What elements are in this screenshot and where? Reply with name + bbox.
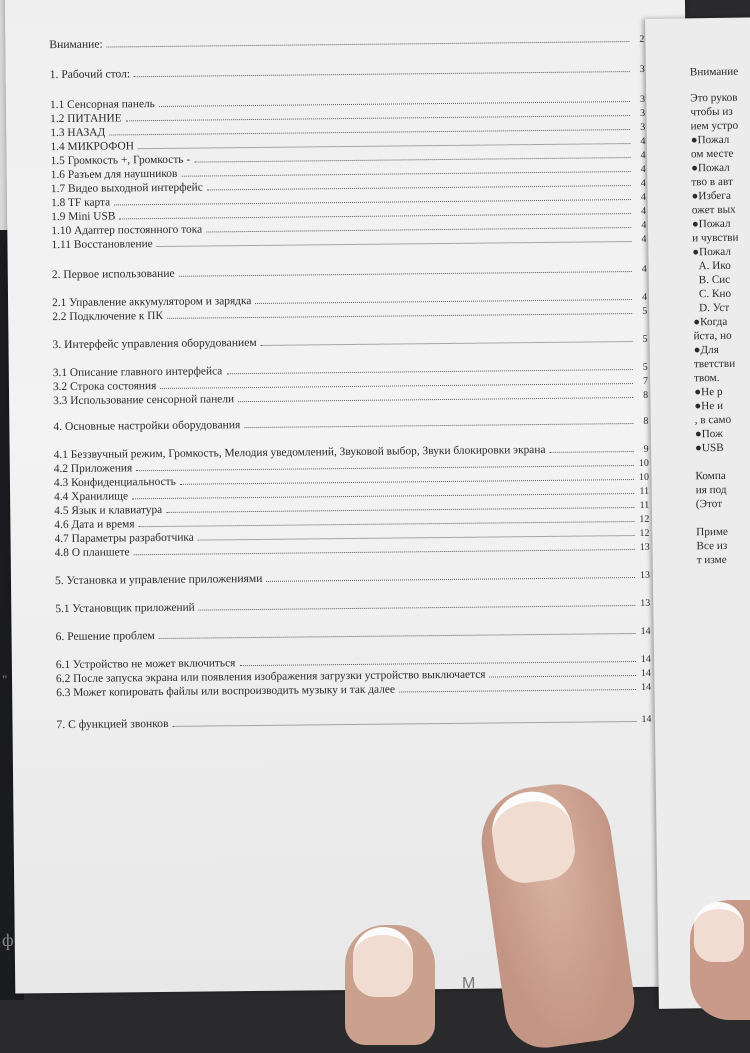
adjacent-page-line: ием устро [690,119,739,133]
adjacent-page-line: ●Не и [694,399,724,413]
left-edge-mark: " [2,672,8,687]
toc-row: 7. С функцией звонков 14 [56,713,652,732]
adjacent-page-line: ом месте [690,147,734,161]
adjacent-page-line: твом. [694,371,720,385]
toc-row: 3.2 Строка состояния 7 [52,375,648,394]
toc-row: 4.2 Приложения 10 [53,457,649,476]
adjacent-page-line: , в само [694,413,732,427]
adjacent-page-line: ●Пожал [691,217,731,231]
adjacent-page-line: ●Избега [691,189,731,203]
adjacent-page-line: ожет вых [691,203,736,217]
toc-row: 1.10 Адаптер постоянного тока 4 [51,219,647,238]
adjacent-page-line: (Этот [695,497,723,511]
adjacent-page [645,17,750,1009]
toc-row: 2. Первое использование 4 [51,263,647,282]
toc-row: Внимание: 2 [49,33,645,52]
toc-row: 1.8 TF карта 4 [50,191,647,210]
toc-row: 6.2 После запуска экрана или появления изображения загрузки устройство выключается 14 [55,667,652,686]
adjacent-page-line: ●Для [693,343,719,357]
toc-row: 4.4 Хранилище 11 [54,485,650,504]
fingernail [694,902,744,962]
toc-row: 4.8 О планшете 13 [54,541,650,560]
toc-row: 1.1 Сенсорная панель 3 [49,93,646,112]
left-edge-mark: ф [2,930,14,950]
adjacent-page-line: D. Уст [699,301,730,315]
toc-row: 6.3 Может копировать файлы или воспроизводить музыку и так далее 14 [56,681,652,700]
adjacent-page-line: Это руков [690,91,738,105]
adjacent-page-line: А. Ико [698,259,731,273]
adjacent-page-line: тво в авт [691,175,733,189]
toc-row: 1. Рабочий стол: 3 [49,63,645,82]
toc-row: 6.1 Устройство не может включиться 14 [55,653,651,672]
adjacent-page-line: чтобы из [690,105,733,119]
toc-row: 4.5 Язык и клавиатура 11 [54,499,650,518]
toc-row: 1.2 ПИТАНИЕ 3 [50,107,646,126]
adjacent-page-line: ●Не р [694,385,723,399]
toc-row: 1.11 Восстановление 4 [51,233,647,252]
adjacent-page-line: и чувстви [692,231,739,245]
toc-row: 1.7 Видео выходной интерфейс 4 [50,177,646,196]
toc-row: 4.3 Конфиденциальность 10 [53,471,649,490]
adjacent-page-line: ●Пожал [691,161,730,175]
toc-row: 2.2 Подключение к ПК 5 [52,305,648,324]
fingernail [487,786,579,886]
adjacent-page-line: ●Когда [693,315,728,329]
bottom-letter-mark: M [462,975,476,992]
adjacent-page-line: тветстви [693,357,736,371]
toc-row: 1.9 Mini USB 4 [51,205,647,224]
adjacent-page-line: йста, но [693,329,732,343]
adjacent-page-line: ●Пож [694,427,723,441]
fingertip [345,925,435,1045]
toc-row: 5.1 Установщик приложений 13 [55,597,651,616]
toc-row: 1.5 Громкость +, Громкость - 4 [50,149,646,168]
fingertip [690,900,750,1020]
toc-row: 3.1 Описание главного интерфейса 5 [52,361,648,380]
adjacent-page-line: ●Пожал [690,133,730,147]
toc-row: 1.4 МИКРОФОН 4 [50,135,646,154]
toc-row: 4.7 Параметры разработчика 12 [54,527,650,546]
adjacent-page-line: ия под [695,483,727,497]
toc-row: 5. Установка и управление приложениями 13 [54,569,651,588]
adjacent-page-line: Компа [695,469,726,483]
adjacent-page-line: Все из [696,539,728,553]
table-of-contents [49,33,652,732]
toc-row: 3. Интерфейс управления оборудованием 5 [52,333,648,352]
toc-row: 2.1 Управление аккумулятором и зарядка 4 [52,291,648,310]
adjacent-page-line: ●USB [695,441,724,455]
fingernail [353,927,413,997]
adjacent-page-line: т изме [696,553,727,567]
adjacent-page-line: Приме [696,525,729,539]
toc-row: 4.1 Беззвучный режим, Громкость, Мелодия уведомлений, Звуковой выбор, Звуки блокировки экрана 9 [53,443,649,462]
toc-row: 4.6 Дата и время 12 [54,513,650,532]
toc-row: 3.3 Использование сенсорной панели 8 [53,389,649,408]
toc-row: 4. Основные настройки оборудования 8 [53,415,649,434]
toc-row: 1.3 НАЗАД 3 [50,121,646,140]
adjacent-page-line: C. Кно [698,287,732,301]
adjacent-page-line: Внимание [689,65,739,79]
adjacent-page-line: B. Сис [698,273,731,287]
adjacent-page-line: ●Пожал [692,245,731,259]
toc-row: 1.6 Разъем для наушников 4 [50,163,646,182]
toc-row: 6. Решение проблем 14 [55,625,651,644]
